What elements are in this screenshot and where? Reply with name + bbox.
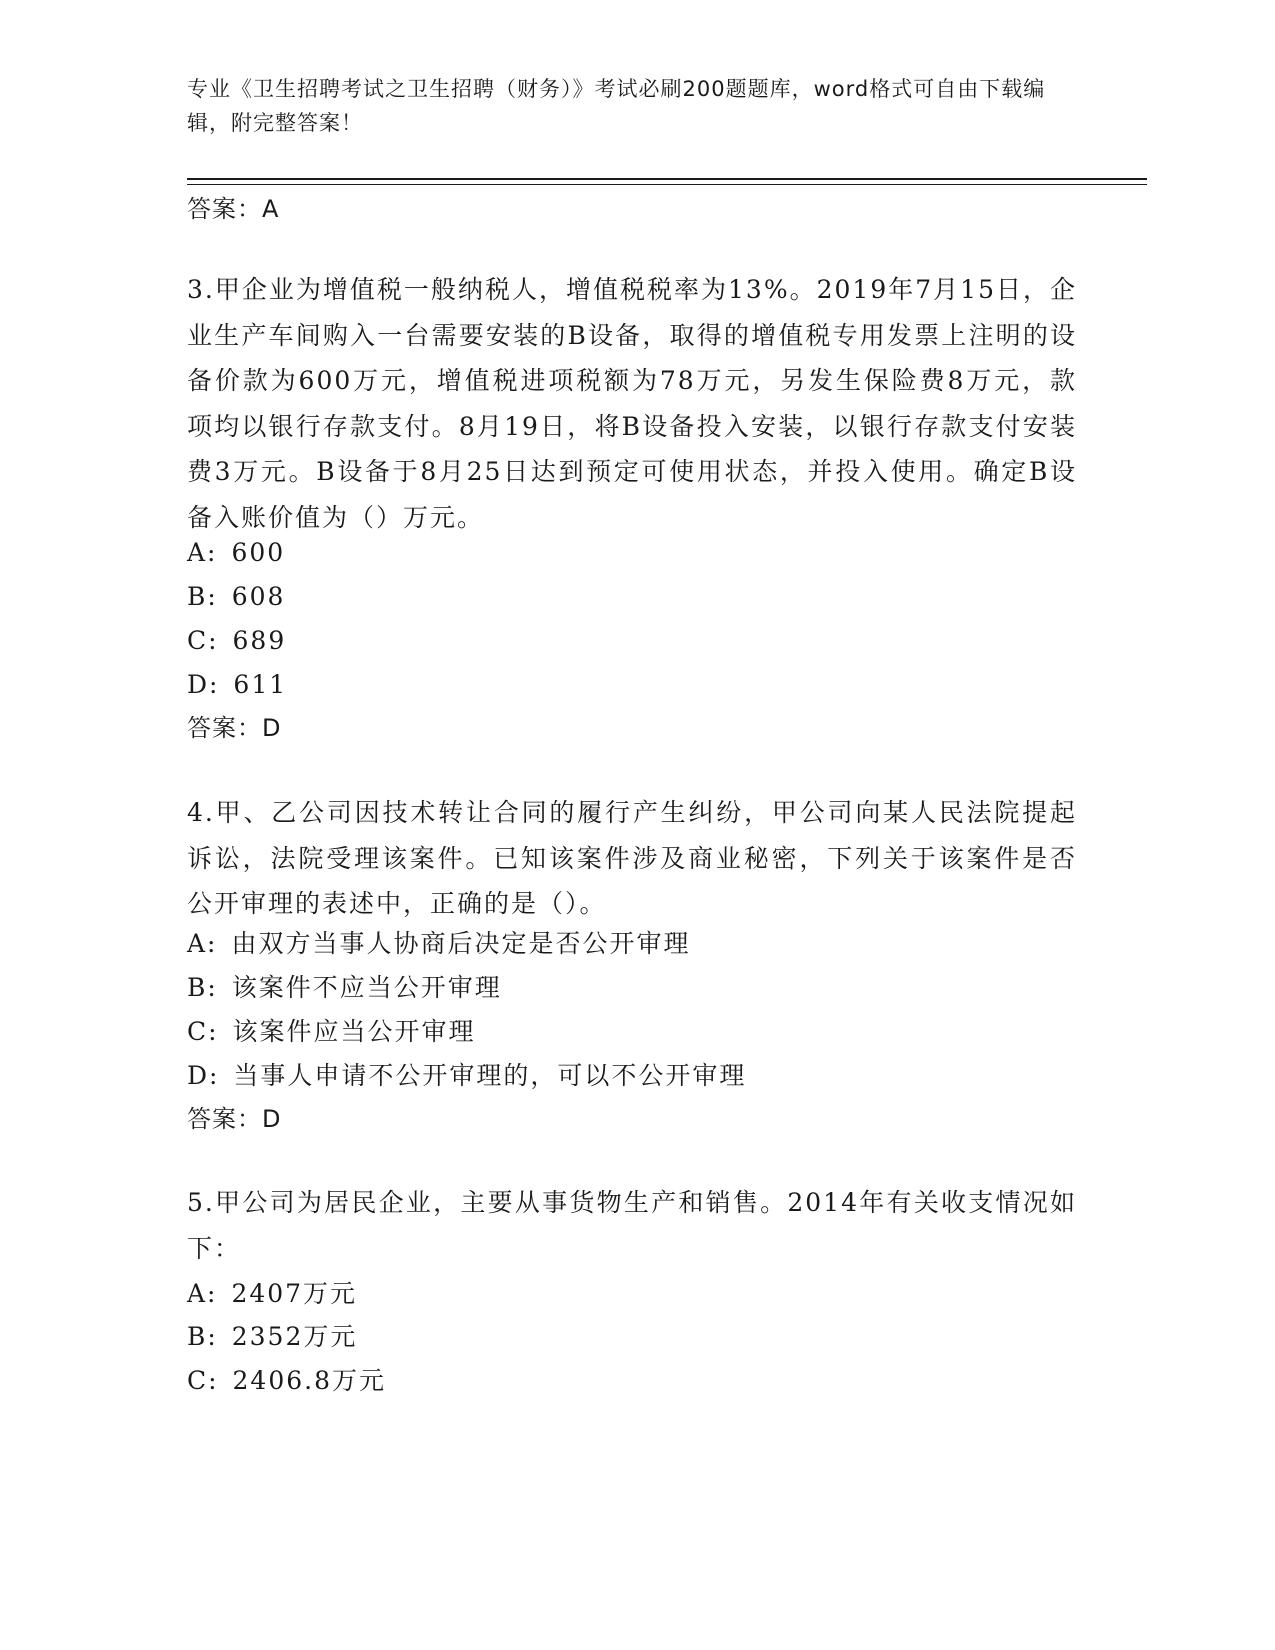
option-letter: A:	[187, 1279, 218, 1308]
q3-option-d	[187, 670, 287, 700]
answer-q2: 答案：A	[187, 195, 280, 223]
option-text: 当事人申请不公开审理的，可以不公开审理	[233, 1061, 747, 1090]
option-text: 611	[233, 670, 288, 699]
question-5: 5.甲公司为居民企业，主要从事货物生产和销售。2014年有关收支情况如下：	[187, 1188, 1077, 1263]
q4-option-c	[187, 1017, 476, 1047]
q3-option-a	[187, 538, 285, 568]
document-header: 专业《卫生招聘考试之卫生招聘（财务）》考试必刷200题题库，word格式可自由下载编辑，附完整答案！	[187, 77, 1046, 135]
answer-q4: 答案：D	[187, 1105, 282, 1133]
question-3: 3.甲企业为增值税一般纳税人，增值税税率为13%。2019年7月15日，企业生产车间购入一台需要安装的B设备，取得的增值税专用发票上注明的设备价款为600万元，增值税进项税额为78万元，另发生保险费8万元，款项均以银行存款支付。8月19日，将B设备投入安装，以银行存款支付安装费3万元。B设备于8月25日达到预定可使用状态，并投入使用。确定B设备入账价值为（）万元。	[187, 275, 1077, 532]
option-letter: A:	[187, 538, 218, 567]
option-text: 608	[231, 582, 286, 611]
header-divider-thick	[187, 178, 1147, 180]
option-letter: D:	[187, 670, 220, 699]
option-text: 该案件应当公开审理	[232, 1017, 476, 1046]
q4-option-b	[187, 973, 502, 1003]
q5-option-b	[187, 1322, 357, 1352]
option-letter: B:	[187, 1322, 218, 1351]
question-4: 4.甲、乙公司因技术转让合同的履行产生纠纷，甲公司向某人民法院提起诉讼，法院受理该案件。已知该案件涉及商业秘密，下列关于该案件是否公开审理的表述中，正确的是（）。	[187, 798, 1077, 918]
option-letter: B:	[187, 582, 218, 611]
option-text: 600	[231, 538, 286, 567]
header-divider-thin	[187, 184, 1147, 185]
option-text: 2352万元	[231, 1322, 358, 1351]
option-letter: C:	[187, 626, 219, 655]
option-text: 该案件不应当公开审理	[231, 973, 502, 1002]
q3-option-b	[187, 582, 285, 612]
option-letter: B:	[187, 973, 218, 1002]
option-text: 2407万元	[231, 1279, 358, 1308]
q5-option-c	[187, 1366, 386, 1396]
option-text: 2406.8万元	[232, 1366, 386, 1395]
q4-option-d	[187, 1061, 746, 1091]
q4-option-a	[187, 929, 690, 959]
option-letter: C:	[187, 1366, 219, 1395]
q5-option-a	[187, 1279, 357, 1309]
q3-option-c	[187, 626, 286, 656]
option-text: 689	[232, 626, 287, 655]
option-letter: D:	[187, 1061, 220, 1090]
option-text: 由双方当事人协商后决定是否公开审理	[231, 929, 691, 958]
option-letter: A:	[187, 929, 218, 958]
answer-q3: 答案：D	[187, 714, 282, 742]
option-letter: C:	[187, 1017, 219, 1046]
